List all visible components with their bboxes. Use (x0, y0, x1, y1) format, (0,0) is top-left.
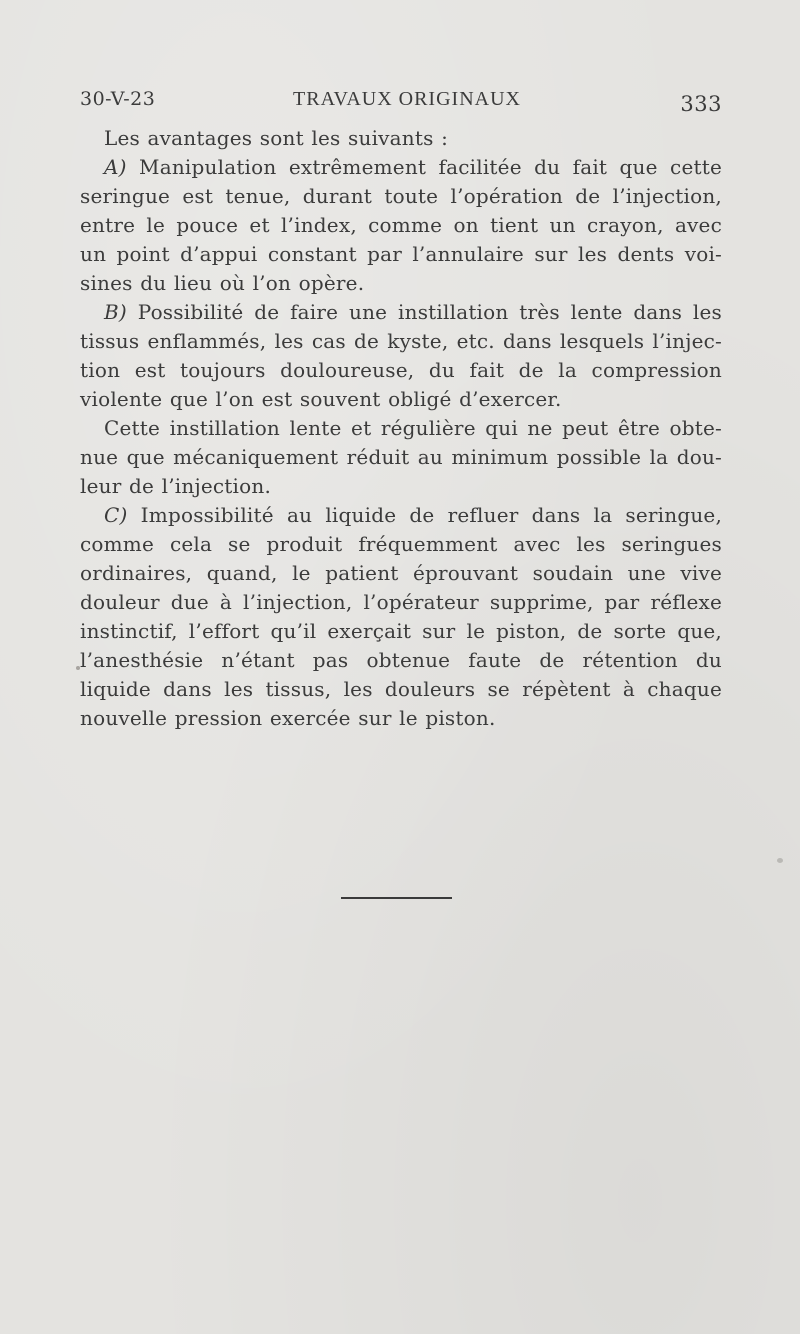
text-line (80, 182, 722, 211)
text-line (80, 385, 722, 414)
text-line (80, 124, 722, 153)
line-text: tion est toujours douloureuse, du fait de la compression (80, 358, 722, 382)
page-number: 333 (680, 92, 722, 116)
line-text: douleur due à l’injection, l’opérateur supprime, par réflexe (80, 590, 722, 614)
line-text: ordinaires, quand, le patient éprouvant soudain une vive (80, 561, 722, 585)
ink-speck (777, 858, 783, 863)
text-line (80, 704, 722, 733)
text-line (80, 356, 722, 385)
line-text: entre le pouce et l’index, comme on tient un crayon, avec (80, 213, 722, 237)
ink-speck (76, 666, 80, 670)
end-rule (341, 897, 452, 899)
text-line (80, 559, 722, 588)
line-text: nouvelle pression exercée sur le piston. (80, 706, 496, 730)
text-line (80, 472, 722, 501)
text-line (80, 153, 722, 182)
line-text: Les avantages sont les suivants : (104, 126, 449, 150)
line-text: violente que l’on est souvent obligé d’exercer. (80, 387, 562, 411)
header-date: 30-V-23 (80, 88, 156, 110)
line-text: tissus enflammés, les cas de kyste, etc. dans lesquels l’injec- (80, 329, 722, 353)
line-text: Cette instillation lente et régulière qui ne peut être obte- (104, 416, 722, 440)
text-line (80, 298, 722, 327)
running-head (80, 88, 722, 118)
text-line (80, 269, 722, 298)
text-line (80, 327, 722, 356)
text-line (80, 211, 722, 240)
text-line (80, 240, 722, 269)
text-line (80, 501, 722, 530)
line-text: liquide dans les tissus, les douleurs se répètent à chaque (80, 677, 722, 701)
text-line (80, 646, 722, 675)
text-line (80, 414, 722, 443)
item-marker: B) (104, 300, 127, 324)
header-title: TRAVAUX ORIGINAUX (293, 88, 521, 110)
item-marker: A) (104, 155, 127, 179)
text-line (80, 530, 722, 559)
line-text: comme cela se produit fréquemment avec les seringues (80, 532, 722, 556)
line-text: instinctif, l’effort qu’il exerçait sur le piston, de sorte que, (80, 619, 722, 643)
text-line (80, 588, 722, 617)
line-text: un point d’appui constant par l’annulaire sur les dents voi- (80, 242, 722, 266)
line-text: leur de l’injection. (80, 474, 272, 498)
text-line (80, 617, 722, 646)
body-text (80, 124, 722, 733)
line-text: Impossibilité au liquide de refluer dans la seringue, (127, 503, 722, 527)
text-line (80, 675, 722, 704)
text-line (80, 443, 722, 472)
line-text: seringue est tenue, durant toute l’opération de l’injection, (80, 184, 722, 208)
line-text: Possibilité de faire une instillation très lente dans les (126, 300, 722, 324)
line-text: nue que mécaniquement réduit au minimum possible la dou- (80, 445, 722, 469)
line-text: Manipulation extrêmement facilitée du fait que cette (126, 155, 722, 179)
item-marker: C) (104, 503, 128, 527)
line-text: l’anesthésie n’étant pas obtenue faute de rétention du (80, 648, 722, 672)
line-text: sines du lieu où l’on opère. (80, 271, 365, 295)
